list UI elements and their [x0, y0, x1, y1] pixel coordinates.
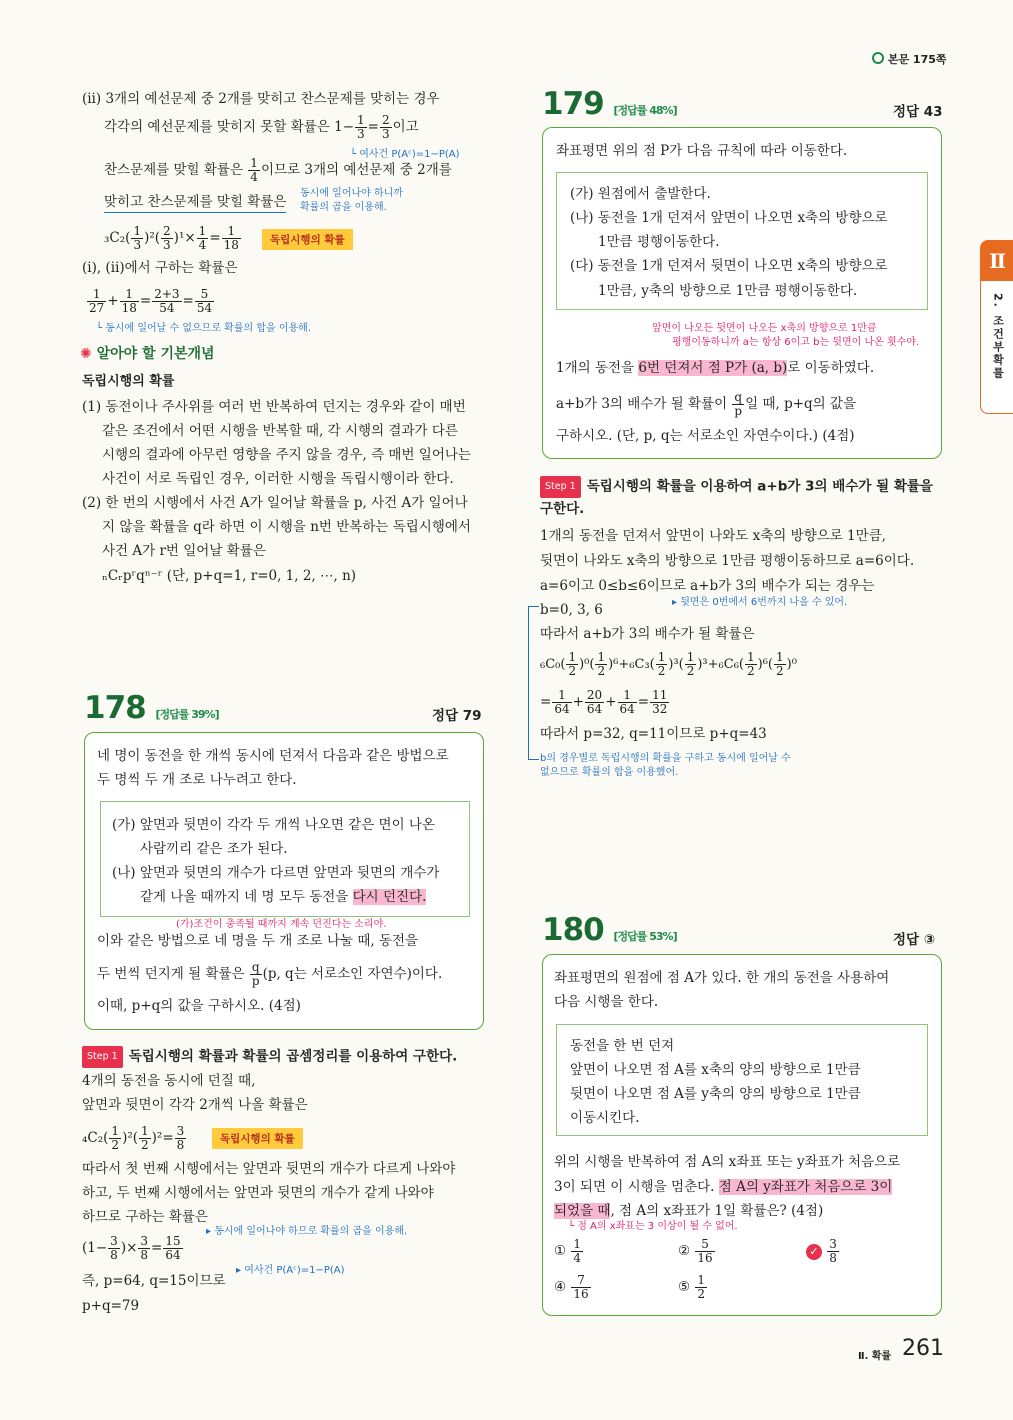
- step-header: Step 1 독립시행의 확률과 확률의 곱셈정리를 이용하여 구한다.: [82, 1046, 457, 1068]
- fraction: $\frac{1}{2}$: [568, 650, 577, 678]
- step-header-cont: 구한다.: [540, 501, 585, 517]
- solution-line: 하므로 구하는 확률은: [82, 1209, 208, 1225]
- concept-1-line: 같은 조건에서 어떤 시행을 반복할 때, 각 시행의 결과가 다른: [102, 423, 458, 439]
- question-line: 1개의 동전을 6번 던져서 점 P가 (a, b)로 이동하였다.: [556, 360, 875, 376]
- question-line: 구하시오. (단, p, q는 서로소인 자연수이다.) (4점): [556, 428, 855, 444]
- solution-line: 따라서 첫 번째 시행에서는 앞면과 뒷면의 개수가 다르게 나와야: [82, 1161, 456, 1177]
- choice-5[interactable]: ⑤ $\frac{1}{2}$: [678, 1273, 706, 1301]
- concept-2-formula: ₙCᵣpʳqⁿ⁻ʳ (단, p+q=1, r=0, 1, 2, ⋯, n): [102, 568, 357, 584]
- highlight: 되었을 때: [554, 1203, 611, 1219]
- rule-line: 동전을 한 번 던져: [570, 1038, 675, 1054]
- chapter-tab[interactable]: [980, 240, 1013, 414]
- rule-line: (가) 원점에서 출발한다.: [570, 186, 711, 202]
- note-rethrow: (가)조건이 충족될 때까지 계속 던진다는 소리야.: [176, 919, 387, 930]
- note-sum: └ 동시에 일어날 수 없으므로 확률의 합을 이용해.: [96, 323, 311, 334]
- fraction: $\frac{q}{p}$: [734, 390, 743, 418]
- problem-178-answer: 정답 79: [432, 708, 482, 724]
- fraction: $\frac{1}{2}$: [111, 1124, 120, 1152]
- correct-rate: [정답률 53%]: [613, 930, 677, 943]
- solution-line: 따라서 a+b가 3의 배수가 될 확률은: [540, 626, 755, 642]
- text-line: (ⅰ), (ⅱ)에서 구하는 확률은: [82, 260, 238, 276]
- choice-4[interactable]: ④ $\frac{7}{16}$: [554, 1273, 589, 1301]
- problem-179-number: 179 [정답률 48%]: [542, 86, 677, 122]
- rule-line: (다) 동전을 1개 던져서 뒷면이 나오면 x축의 방향으로: [570, 258, 888, 274]
- note-back-count: ▸ 뒷면은 0번에서 6번까지 나올 수 있어.: [672, 597, 848, 608]
- note-multiply: ▸ 동시에 일어나야 하므로 확률의 곱을 이용해.: [206, 1226, 408, 1237]
- highlight: 점 A의 y좌표가 처음으로 3이: [718, 1179, 893, 1195]
- solution-line: 1개의 동전을 던져서 앞면이 나와도 x축의 방향으로 1만큼,: [540, 528, 887, 544]
- case-2-title: (ⅱ) 3개의 예선문제 중 2개를 맞히고 찬스문제를 맞히는 경우: [82, 91, 440, 107]
- question-line: a+b가 3의 배수가 될 확률이 $\frac{q}{p}$ 일 때, p+q의 값을: [556, 390, 857, 418]
- concept-1-line: 사건이 서로 독립인 경우, 이러한 시행을 독립시행이라 한다.: [102, 471, 454, 487]
- question-line: 위의 시행을 반복하여 점 A의 x좌표 또는 y좌표가 처음으로: [554, 1154, 901, 1170]
- fraction: $\frac{1}{4}$: [573, 1237, 582, 1265]
- concept-1-line: (1) 동전이나 주사위를 여러 번 반복하여 던지는 경우와 같이 매번: [82, 399, 466, 415]
- fraction: $\frac{7}{16}$: [573, 1273, 589, 1301]
- concept-2-line: 지 않을 확률을 q라 하면 이 시행을 n번 반복하는 독립시행에서: [102, 519, 471, 535]
- paren: (: [125, 230, 131, 246]
- rule-line: 이동시킨다.: [570, 1110, 640, 1126]
- highlight: 다시 던진다.: [352, 889, 427, 905]
- question-line: 두 번씩 던지게 될 확률은 $\frac{q}{p}$ (p, q는 서로소인 자연수)이다.: [97, 960, 443, 988]
- page-number: 261: [902, 1336, 944, 1361]
- checkmark-icon: ✓: [806, 1244, 822, 1260]
- step-header: Step 1 독립시행의 확률을 이용하여 a+b가 3의 배수가 될 확률을: [540, 476, 933, 498]
- formula: (1− $\frac{3}{8}$ )× $\frac{3}{8}$ = $\frac{15}{64}$: [82, 1234, 181, 1262]
- rule-line: 1만큼, y축의 방향으로 1만큼 평행이동한다.: [598, 283, 858, 299]
- highlight: 6번 던져서 점 P가 (a, b): [638, 360, 788, 376]
- badge-independent-trial: 독립시행의 확률: [212, 1128, 303, 1149]
- rule-line: (나) 동전을 1개 던져서 앞면이 나오면 x축의 방향으로: [570, 210, 888, 226]
- fraction: $\frac{5}{54}$: [196, 287, 213, 315]
- bracket-line: [528, 606, 539, 760]
- circle-icon: [872, 52, 884, 64]
- page-reference: 본문 175쪽: [872, 51, 947, 67]
- question-line: 두 명씩 두 개 조로 나누려고 한다.: [97, 772, 297, 788]
- concept-1-line: 시행의 결과에 아무런 영향을 주지 않을 경우, 즉 매번 일어나는: [102, 447, 471, 463]
- question-line: 좌표평면 위의 점 P가 다음 규칙에 따라 이동한다.: [556, 143, 848, 159]
- fraction: $\frac{1}{2}$: [597, 650, 606, 678]
- footer-section: Ⅱ. 확률: [858, 1351, 892, 1362]
- rule-line: (가) 앞면과 뒷면이 각각 두 개씩 나오면 같은 면이 나온: [112, 817, 436, 833]
- problem-180-answer: 정답 ③: [893, 932, 936, 948]
- problem-178-number: 178 [정답률 39%]: [84, 690, 219, 726]
- fraction: $\frac{3}{8}$: [176, 1124, 185, 1152]
- rule-line: 뒷면이 나오면 점 A를 y축의 양의 방향으로 1만큼: [570, 1086, 861, 1102]
- fraction: $\frac{1}{4}$: [198, 224, 207, 252]
- formula: ₆C₀( $\frac{1}{2}$ )⁰( $\frac{1}{2}$ )⁶+₆C₃( $\frac{1}{2}$ )³( $\frac{1}{2}$ )³+₆C₆( $\frac{1}{2}$ )⁶( $\frac{1}{2}$ )⁰: [540, 650, 797, 678]
- badge-independent-trial: 독립시행의 확률: [262, 229, 353, 250]
- text-line: 맞히고 찬스문제를 맞힐 확률은: [104, 192, 286, 213]
- rule-line: 앞면이 나오면 점 A를 x축의 양의 방향으로 1만큼: [570, 1062, 861, 1078]
- fraction: $\frac{1}{4}$: [250, 156, 258, 184]
- choice-1[interactable]: ① $\frac{1}{4}$: [554, 1237, 582, 1265]
- fraction: $\frac{1}{18}$: [223, 224, 239, 252]
- solution-line: b=0, 3, 6: [540, 602, 603, 618]
- question-line: 되었을 때, 점 A의 x좌표가 1일 확률은? (4점): [554, 1203, 824, 1219]
- fraction: $\frac{20}{64}$: [586, 688, 603, 716]
- solution-line: 하고, 두 번째 시행에서는 앞면과 뒷면의 개수가 같게 나와야: [82, 1185, 434, 1201]
- fraction: $\frac{1}{2}$: [657, 650, 666, 678]
- rule-line: (나) 앞면과 뒷면의 개수가 다르면 앞면과 뒷면의 개수가: [112, 865, 440, 881]
- solution-line: 4개의 동전을 동시에 던질 때,: [82, 1073, 256, 1089]
- fraction: $\frac{1}{2}$: [697, 1273, 706, 1301]
- concept-2-line: (2) 한 번의 시행에서 사건 A가 일어날 확률을 p, 사건 A가 일어나: [82, 495, 468, 511]
- question-line: 다음 시행을 한다.: [554, 994, 659, 1010]
- note-x-limit: └ 점 A의 x좌표는 3 이상이 될 수 없어.: [568, 1221, 738, 1232]
- rule-line: 1만큼 평행이동한다.: [598, 234, 720, 250]
- step-badge: Step 1: [82, 1046, 123, 1068]
- note-complement: └ 여사건 P(Aᶜ)=1−P(A): [350, 149, 460, 160]
- fraction: $\frac{11}{32}$: [652, 688, 668, 716]
- note-complement: ▸ 여사건 P(Aᶜ)=1−P(A): [236, 1265, 345, 1276]
- fraction: $\frac{1}{2}$: [775, 650, 784, 678]
- fraction: $\frac{1}{27}$: [89, 287, 105, 315]
- text-line: 찬스문제를 맞힐 확률은 $\frac{1}{4}$ 이므로 3개의 예선문제 중 2개를: [104, 156, 452, 184]
- solution-line: p+q=79: [82, 1298, 140, 1314]
- solution-line: 즉, p=64, q=15이므로: [82, 1273, 226, 1289]
- fraction: $\frac{1}{2}$: [686, 650, 695, 678]
- fraction: $\frac{1}{3}$: [357, 113, 365, 141]
- fraction: $\frac{1}{18}$: [121, 287, 137, 315]
- question-line: 이와 같은 방법으로 네 명을 두 개 조로 나눌 때, 동전을: [97, 933, 419, 949]
- solution-line: a=6이고 0≤b≤6이므로 a+b가 3의 배수가 되는 경우는: [540, 578, 875, 594]
- chapter-roman: Ⅱ: [981, 241, 1013, 281]
- fraction: $\frac{3}{8}$: [140, 1234, 149, 1262]
- fraction: $\frac{1}{64}$: [619, 688, 635, 716]
- fraction: $\frac{2+3}{54}$: [154, 287, 180, 315]
- formula: = $\frac{1}{64}$ + $\frac{20}{64}$ + $\frac{1}{64}$ = $\frac{11}{32}$: [540, 688, 668, 716]
- formula-1: ₃C₂( $\frac{1}{3}$ )²( $\frac{2}{3}$ )¹× $\frac{1}{4}$ = $\frac{1}{18}$: [104, 224, 239, 252]
- problem-179-answer: 정답 43: [893, 104, 943, 120]
- choice-2[interactable]: ② $\frac{5}{16}$: [678, 1237, 713, 1265]
- text-line: 각각의 예선문제를 맞히지 못할 확률은 1− $\frac{1}{3}$ = $\frac{2}{3}$ 이고: [104, 113, 419, 141]
- rule-line: 같게 나올 때까지 네 명 모두 동전을 다시 던진다.: [140, 889, 427, 905]
- fraction: $\frac{1}{2}$: [746, 650, 755, 678]
- fraction: $\frac{15}{64}$: [165, 1234, 181, 1262]
- correct-rate: [정답률 48%]: [613, 104, 677, 117]
- problem-180-number: 180 [정답률 53%]: [542, 912, 677, 948]
- question-line: 좌표평면의 원점에 점 A가 있다. 한 개의 동전을 사용하여: [554, 970, 890, 986]
- fraction: $\frac{2}{3}$: [381, 113, 390, 141]
- concept-title: ✺ 알아야 할 기본개념: [80, 346, 215, 362]
- fraction: $\frac{5}{16}$: [697, 1237, 713, 1265]
- fraction: $\frac{3}{8}$: [110, 1234, 118, 1262]
- formula: ₄C₂( $\frac{1}{2}$ )²( $\frac{1}{2}$ )²= $\frac{3}{8}$: [82, 1124, 185, 1152]
- note-coin-move: 앞면이 나오든 뒷면이 나오든 x축의 방향으로 1만큼 평행이동하니까 a는 항상 6이고 b는 뒷면이 나온 횟수야.: [652, 323, 920, 348]
- fraction: $\frac{1}{64}$: [554, 688, 570, 716]
- correct-rate: [정답률 39%]: [155, 708, 219, 721]
- step-badge: Step 1: [540, 476, 581, 498]
- formula-2: $\frac{1}{27}$ + $\frac{1}{18}$ = $\frac{2+3}{54}$ = $\frac{5}{54}$: [89, 287, 213, 315]
- question-line: 네 명이 동전을 한 개씩 동시에 던져서 다음과 같은 방법으로: [97, 748, 449, 764]
- fraction: $\frac{1}{3}$: [133, 224, 142, 252]
- solution-line: 따라서 p=32, q=11이므로 p+q=43: [540, 726, 767, 742]
- solution-line: 뒷면이 나와도 x축의 방향으로 1만큼 평행이동하므로 a=6이다.: [540, 553, 915, 569]
- rule-line: 사람끼리 같은 조가 된다.: [140, 841, 288, 857]
- concept-subtitle: 독립시행의 확률: [82, 374, 175, 389]
- question-line: 3이 되면 이 시행을 멈춘다. 점 A의 y좌표가 처음으로 3이: [554, 1179, 893, 1195]
- chapter-name: 2. 조건부확률: [991, 293, 1005, 380]
- note-case-sum: b의 경우별로 독립시행의 확률을 구하고 동시에 일어날 수 없으므로 확률의 합을 이용했어.: [540, 753, 791, 778]
- fraction: $\frac{1}{2}$: [141, 1124, 149, 1152]
- solution-line: 앞면과 뒷면이 각각 2개씩 나올 확률은: [82, 1097, 308, 1113]
- concept-2-line: 사건 A가 r번 일어날 확률은: [102, 543, 266, 559]
- fraction: $\frac{q}{p}$: [251, 960, 260, 988]
- fraction: $\frac{2}{3}$: [163, 224, 171, 252]
- choice-3[interactable]: [806, 1236, 840, 1266]
- fraction: $\frac{3}{8}$: [829, 1237, 837, 1265]
- note-multiply: 동시에 일어나야 하니까 확률의 곱을 이용해.: [300, 188, 403, 213]
- lightbulb-icon: ✺: [80, 346, 92, 362]
- question-line: 이때, p+q의 값을 구하시오. (4점): [97, 998, 301, 1014]
